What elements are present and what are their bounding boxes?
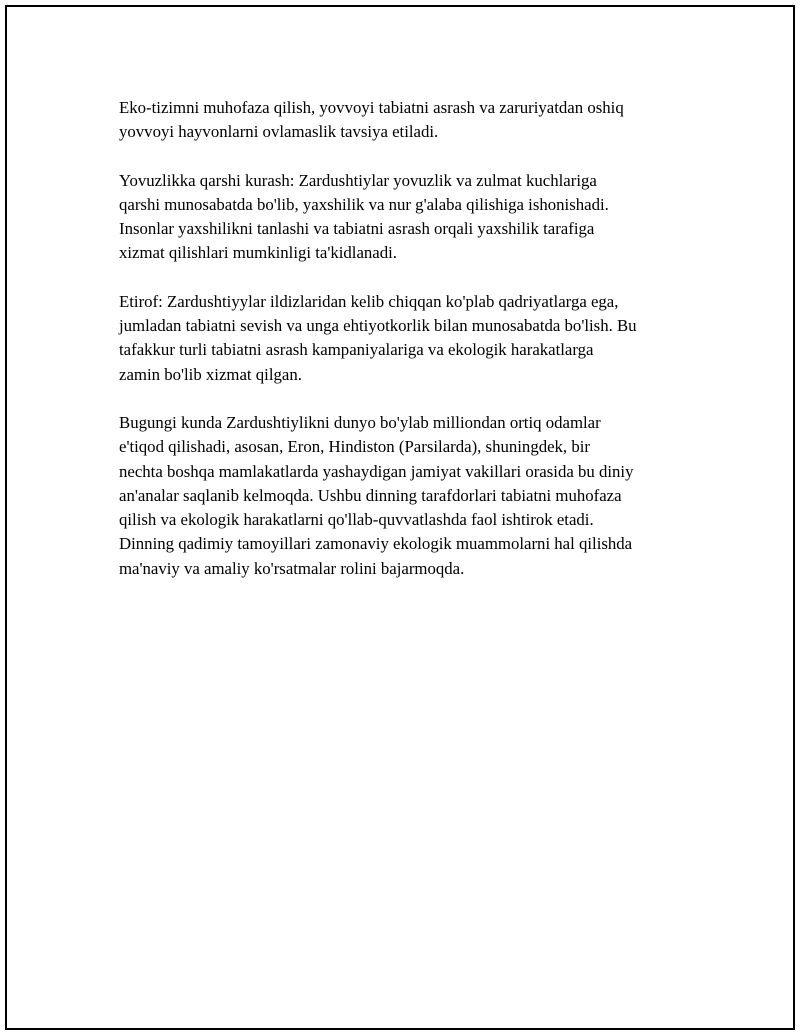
text-line: Eko-tizimni muhofaza qilish, yovvoyi tabiatni asrash va zaruriyatdan oshiq — [119, 98, 624, 117]
text-line: Bugungi kunda Zardushtiylikni dunyo bo'ylab milliondan ortiq odamlar — [119, 412, 601, 432]
text-line: nechta boshqa mamlakatlarda yashaydigan jamiyat vakillari orasida bu diniy — [119, 461, 634, 481]
paragraph-struggle-against-evil — [119, 169, 699, 266]
text-line: xizmat qilishlari mumkinligi ta'kidlanadi. — [119, 243, 398, 263]
document-page — [5, 5, 795, 1030]
text-line: yovvoyi hayvonlarni ovlamaslik tavsiya etiladi. — [119, 122, 439, 142]
text-line: e'tiqod qilishadi, asosan, Eron, Hindiston (Parsilarda), shuningdek, bir — [119, 437, 590, 457]
text-line: Insonlar yaxshilikni tanlashi va tabiatni asrash orqali yaxshilik tarafiga — [119, 219, 595, 239]
text-line: Yovuzlikka qarshi kurash: Zardushtiylar yovuzlik va zulmat kuchlariga — [119, 170, 597, 190]
text-line: an'analar saqlanib kelmoqda. Ushbu dinning tarafdorlari tabiatni muhofaza — [119, 485, 622, 505]
text-line: ma'naviy va amaliy ko'rsatmalar rolini bajarmoqda. — [119, 558, 465, 578]
paragraph-ecosystem — [119, 96, 699, 145]
text-line: Etirof: Zardushtiyylar ildizlaridan kelib chiqqan ko'plab qadriyatlarga ega, — [119, 291, 619, 311]
text-line: tafakkur turli tabiatni asrash kampaniyalariga va ekologik harakatlarga — [119, 340, 594, 360]
paragraph-today — [119, 411, 699, 581]
text-line: jumladan tabiatni sevish va unga ehtiyotkorlik bilan munosabatda bo'lish. Bu — [119, 316, 637, 336]
text-line: Dinning qadimiy tamoyillari zamonaviy ekologik muammolarni hal qilishda — [119, 534, 633, 554]
text-line: qilish va ekologik harakatlarni qo'llab-quvvatlashda faol ishtirok etadi. — [119, 510, 594, 530]
text-line: zamin bo'lib xizmat qilgan. — [119, 364, 302, 384]
text-line: qarshi munosabatda bo'lib, yaxshilik va nur g'alaba qilishiga ishonishadi. — [119, 194, 609, 214]
document-body — [119, 96, 699, 605]
paragraph-recognition — [119, 290, 699, 387]
